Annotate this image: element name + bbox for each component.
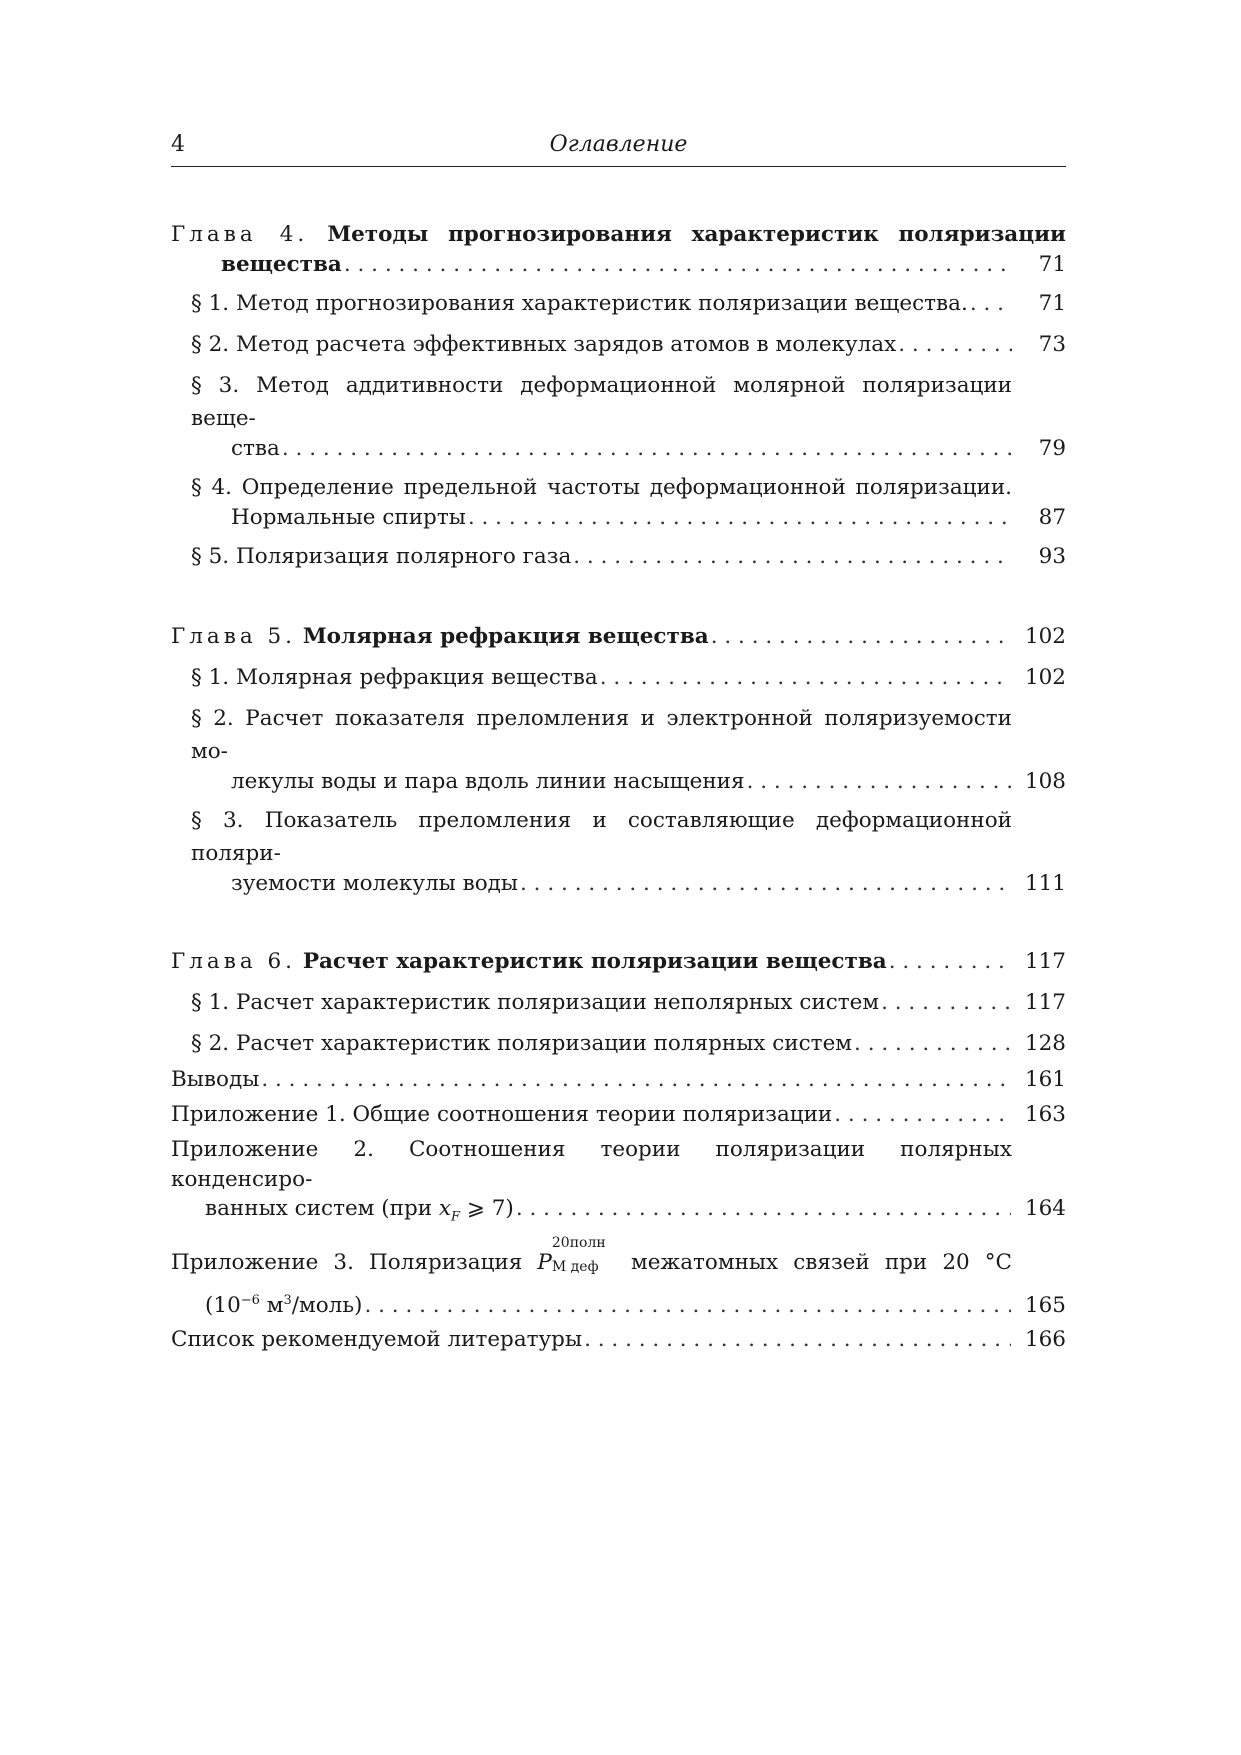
section-6-1[interactable] xyxy=(171,986,1066,1019)
literature-entry[interactable] xyxy=(171,1325,1066,1355)
chapter-4-heading[interactable] xyxy=(171,218,1066,251)
section-title: Расчет показателя преломления и электронной поляризуемости мо- xyxy=(191,706,1012,764)
dot-leader xyxy=(600,661,1011,694)
running-header xyxy=(171,132,1066,167)
chapter-title-cont: вещества xyxy=(221,252,342,277)
section-title: Метод аддитивности деформационной молярной поляризации веще- xyxy=(191,373,1013,431)
page-ref: 73 xyxy=(1038,332,1066,357)
entry-title: Приложение 2. Соотношения теории поляризации полярных конденсиро- xyxy=(171,1137,1012,1192)
chapter-4-heading-cont[interactable] xyxy=(171,251,1066,279)
appendix-3-entry[interactable] xyxy=(171,1235,1066,1320)
section-title: Показатель преломления и составляющие деформационной поляри- xyxy=(191,808,1012,866)
entry-title: Выводы xyxy=(171,1067,260,1092)
chapter-title: Молярная рефракция вещества xyxy=(302,624,709,649)
dot-leader xyxy=(747,768,1011,796)
page-ref: 128 xyxy=(1024,1031,1066,1056)
math-subscript: М деф xyxy=(551,1259,599,1276)
section-number: § 1. xyxy=(191,665,230,690)
section-number: § 2. xyxy=(191,1031,230,1056)
math-variable: P xyxy=(537,1250,552,1276)
dot-leader xyxy=(898,328,1012,361)
math-expression xyxy=(537,1235,615,1276)
appendix-2-entry[interactable] xyxy=(171,1135,1066,1231)
chapter-5 xyxy=(171,620,1066,898)
page-ref: 102 xyxy=(1024,624,1066,649)
section-5-3[interactable] xyxy=(171,804,1066,898)
section-4-1[interactable] xyxy=(171,287,1066,320)
section-number: § 4. xyxy=(191,475,232,500)
dot-leader xyxy=(711,620,1011,653)
section-4-3[interactable] xyxy=(171,369,1066,463)
section-4-4[interactable] xyxy=(171,471,1066,532)
conclusions-entry[interactable] xyxy=(171,1065,1066,1095)
section-title-cont: зуемости молекулы воды xyxy=(231,871,519,896)
section-4-2[interactable] xyxy=(171,328,1066,361)
page-ref: 71 xyxy=(1038,252,1066,277)
page-ref: 163 xyxy=(1024,1102,1066,1127)
appendix-1-entry[interactable] xyxy=(171,1100,1066,1130)
section-title-cont: ства xyxy=(231,436,280,461)
page-ref: 79 xyxy=(1038,436,1066,461)
page-ref: 117 xyxy=(1024,990,1066,1015)
section-number: § 2. xyxy=(191,332,230,357)
chapter-6 xyxy=(171,945,1066,1060)
page-ref: 117 xyxy=(1024,949,1066,974)
dot-leader xyxy=(573,540,1012,573)
section-4-5[interactable] xyxy=(171,540,1066,573)
dot-leader xyxy=(584,1325,1011,1355)
dot-leader xyxy=(834,1100,1011,1130)
section-title: Поляризация полярного газа xyxy=(235,544,572,569)
section-title: Метод прогнозирования характеристик поляризации вещества. xyxy=(235,291,968,316)
section-5-1[interactable] xyxy=(171,661,1066,694)
section-number: § 5. xyxy=(191,544,230,569)
page-ref: 111 xyxy=(1024,871,1066,896)
chapter-label: Глава 6. xyxy=(171,949,296,974)
entry-title: Приложение 3. Поляризация xyxy=(171,1250,523,1276)
section-title: Определение предельной частоты деформационной поляризации. xyxy=(241,475,1012,500)
chapter-label: Глава 4. xyxy=(171,222,309,247)
math-variable: x xyxy=(438,1196,452,1221)
section-title: Метод расчета эффективных зарядов атомов в молекулах xyxy=(235,332,897,357)
page-ref: 87 xyxy=(1038,505,1066,530)
section-title: Расчет характеристик поляризации полярных систем xyxy=(235,1031,853,1056)
dot-leader xyxy=(881,986,1011,1019)
dot-leader xyxy=(344,251,1012,279)
dot-leader xyxy=(970,287,1012,320)
section-title-cont: Нормальные спирты xyxy=(231,505,466,530)
chapter-label: Глава 5. xyxy=(171,624,296,649)
section-title: Расчет характеристик поляризации неполярных систем xyxy=(235,990,880,1015)
entry-title-cont: ($10^{-6}$ $м^3/моль$) xyxy=(205,1293,363,1319)
section-5-2[interactable] xyxy=(171,702,1066,796)
page-ref: 108 xyxy=(1024,769,1066,794)
chapter-title: Методы прогнозирования характеристик поляризации xyxy=(327,222,1066,247)
running-title: Оглавление xyxy=(549,132,688,157)
math-superscript: 20полн xyxy=(551,1235,606,1252)
chapter-4 xyxy=(171,218,1066,573)
section-title-cont: лекулы воды и пара вдоль линии насыщения xyxy=(231,769,745,794)
dot-leader xyxy=(516,1195,1011,1223)
entry-title: Список рекомендуемой литературы xyxy=(171,1327,583,1353)
dot-leader xyxy=(364,1292,1011,1320)
section-number: § 1. xyxy=(191,291,230,316)
page-ref: 102 xyxy=(1024,665,1066,690)
dot-leader xyxy=(282,435,1012,463)
table-of-contents xyxy=(171,218,1066,1355)
section-number: § 3. xyxy=(191,373,240,398)
page-ref: 93 xyxy=(1038,544,1066,569)
dot-leader xyxy=(468,504,1012,532)
chapter-6-heading[interactable] xyxy=(171,945,1066,978)
entry-title-end: межатомных связей при 20 °C xyxy=(630,1250,1012,1276)
page-ref: 165 xyxy=(1024,1293,1066,1319)
chapter-5-heading[interactable] xyxy=(171,620,1066,653)
dot-leader xyxy=(889,945,1011,978)
page-ref: 71 xyxy=(1038,291,1066,316)
chapter-title: Расчет характеристик поляризации вещества xyxy=(302,949,887,974)
page-ref: 164 xyxy=(1024,1196,1066,1221)
section-number: § 2. xyxy=(191,706,234,731)
section-title: Молярная рефракция вещества xyxy=(235,665,598,690)
page-ref: 166 xyxy=(1024,1327,1066,1353)
entry-title-cont: ванных систем (при $x_F$ ⩾ 7) xyxy=(205,1196,514,1225)
back-matter xyxy=(171,1065,1066,1355)
math-subscript: F xyxy=(451,1209,461,1225)
page-ref: 161 xyxy=(1024,1067,1066,1092)
section-6-2[interactable] xyxy=(171,1027,1066,1060)
section-number: § 3. xyxy=(191,808,244,833)
dot-leader xyxy=(261,1065,1011,1095)
entry-title: Приложение 1. Общие соотношения теории поляризации xyxy=(171,1102,833,1127)
dot-leader xyxy=(854,1027,1011,1060)
dot-leader xyxy=(520,870,1011,898)
page-number: 4 xyxy=(171,132,185,157)
section-number: § 1. xyxy=(191,990,230,1015)
